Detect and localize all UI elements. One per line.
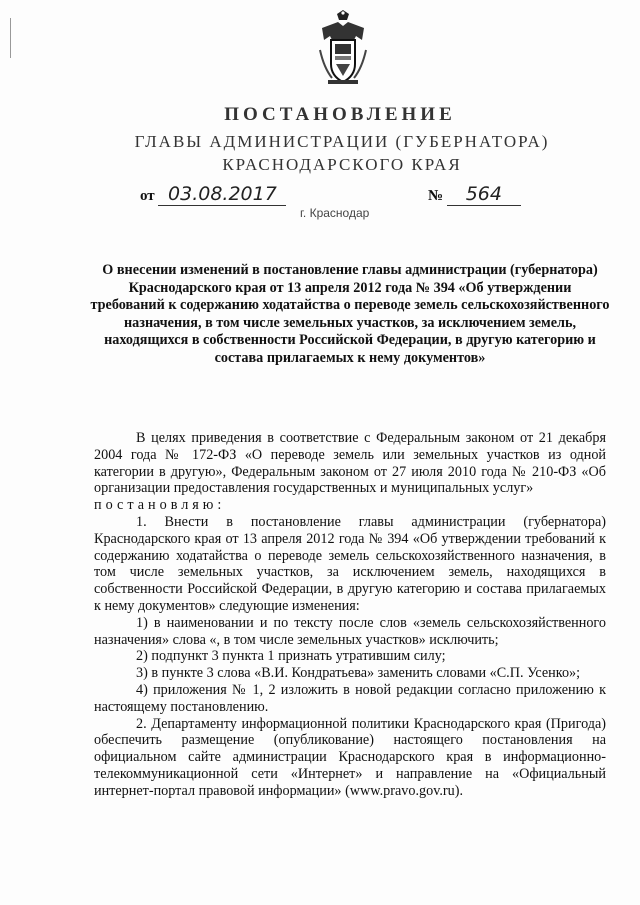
number-value: 564	[465, 183, 502, 205]
paragraph-preamble	[94, 430, 606, 497]
issuer-heading: ГЛАВЫ АДМИНИСТРАЦИИ (ГУБЕРНАТОРА)	[134, 132, 550, 151]
region-heading: КРАСНОДАРСКОГО КРАЯ	[222, 155, 462, 174]
city-label: г. Краснодар	[300, 206, 370, 220]
paragraph-subitem-1: 1) в наименовании и по тексту после слов «земель сельскохозяйственного назначения» слова «, в том числе земельных участков» исключить;	[94, 614, 606, 648]
date-line	[140, 183, 286, 206]
number-line	[428, 183, 521, 206]
scan-edge-mark	[10, 18, 11, 58]
paragraph-subitem-2: 2) подпункт 3 пункта 1 признать утратившим силу;	[136, 648, 446, 665]
paragraph-subitem-4: 4) приложения № 1, 2 изложить в новой редакции согласно приложению к настоящему постановлению.	[94, 681, 606, 715]
date-value: 03.08.2017	[168, 183, 277, 205]
document-body	[94, 430, 606, 800]
document-type-heading: ПОСТАНОВЛЕНИЕ	[224, 104, 456, 125]
date-prefix: от	[140, 188, 155, 204]
paragraph-decree	[94, 497, 606, 514]
number-prefix: №	[428, 188, 444, 204]
document-title: О внесении изменений в постановление главы администрации (губернатора) Краснодарского края от 13 апреля 2012 года № 394 «Об утверждении требований к содержанию ходатайства о переводе земель сельскохозяйственного назначения, в том числе земельных участков, за исключением земель, находящихся в собственности Российской Федерации, в другую категорию и состава прилагаемых к нему документов»	[90, 262, 610, 366]
paragraph-item-2: 2. Департаменту информационной политики Краснодарского края (Пригода) обеспечить размещение (опубликование) настоящего постановления на официальном сайте администрации Краснодарского края в информационно-телекоммуникационной сети «Интернет» и направление на «Официальный интернет-портал правовой информации» (www.pravo.gov.ru).	[94, 715, 606, 799]
date-field	[158, 183, 286, 206]
paragraph-subitem-3: 3) в пункте 3 слова «В.И. Кондратьева» заменить словами «С.П. Усенко»;	[136, 665, 581, 682]
number-field	[447, 183, 521, 206]
paragraph-item-1: 1. Внести в постановление главы администрации (губернатора) Краснодарского края от 13 апреля 2012 года № 394 «Об утверждении требований к содержанию ходатайства о переводе земель сельскохозяйственного назначения, в том числе земельных участков, за исключением земель, находящихся в собственности Российской Федерации, в другую категорию и состава прилагаемых к нему документов» следующие изменения:	[94, 513, 606, 614]
coat-of-arms-icon	[318, 10, 368, 88]
preamble-text: В целях приведения в соответствие с Федеральным законом от 21 декабря 2004 года № 172-ФЗ «О переводе земель или земельных участков из одной категории в другую», Федеральным законом от 27 июля 2010 года № 210-ФЗ «Об организации предоставления государственных и муниципальных услуг»	[94, 430, 606, 497]
decree-word: постановляю:	[94, 497, 226, 514]
